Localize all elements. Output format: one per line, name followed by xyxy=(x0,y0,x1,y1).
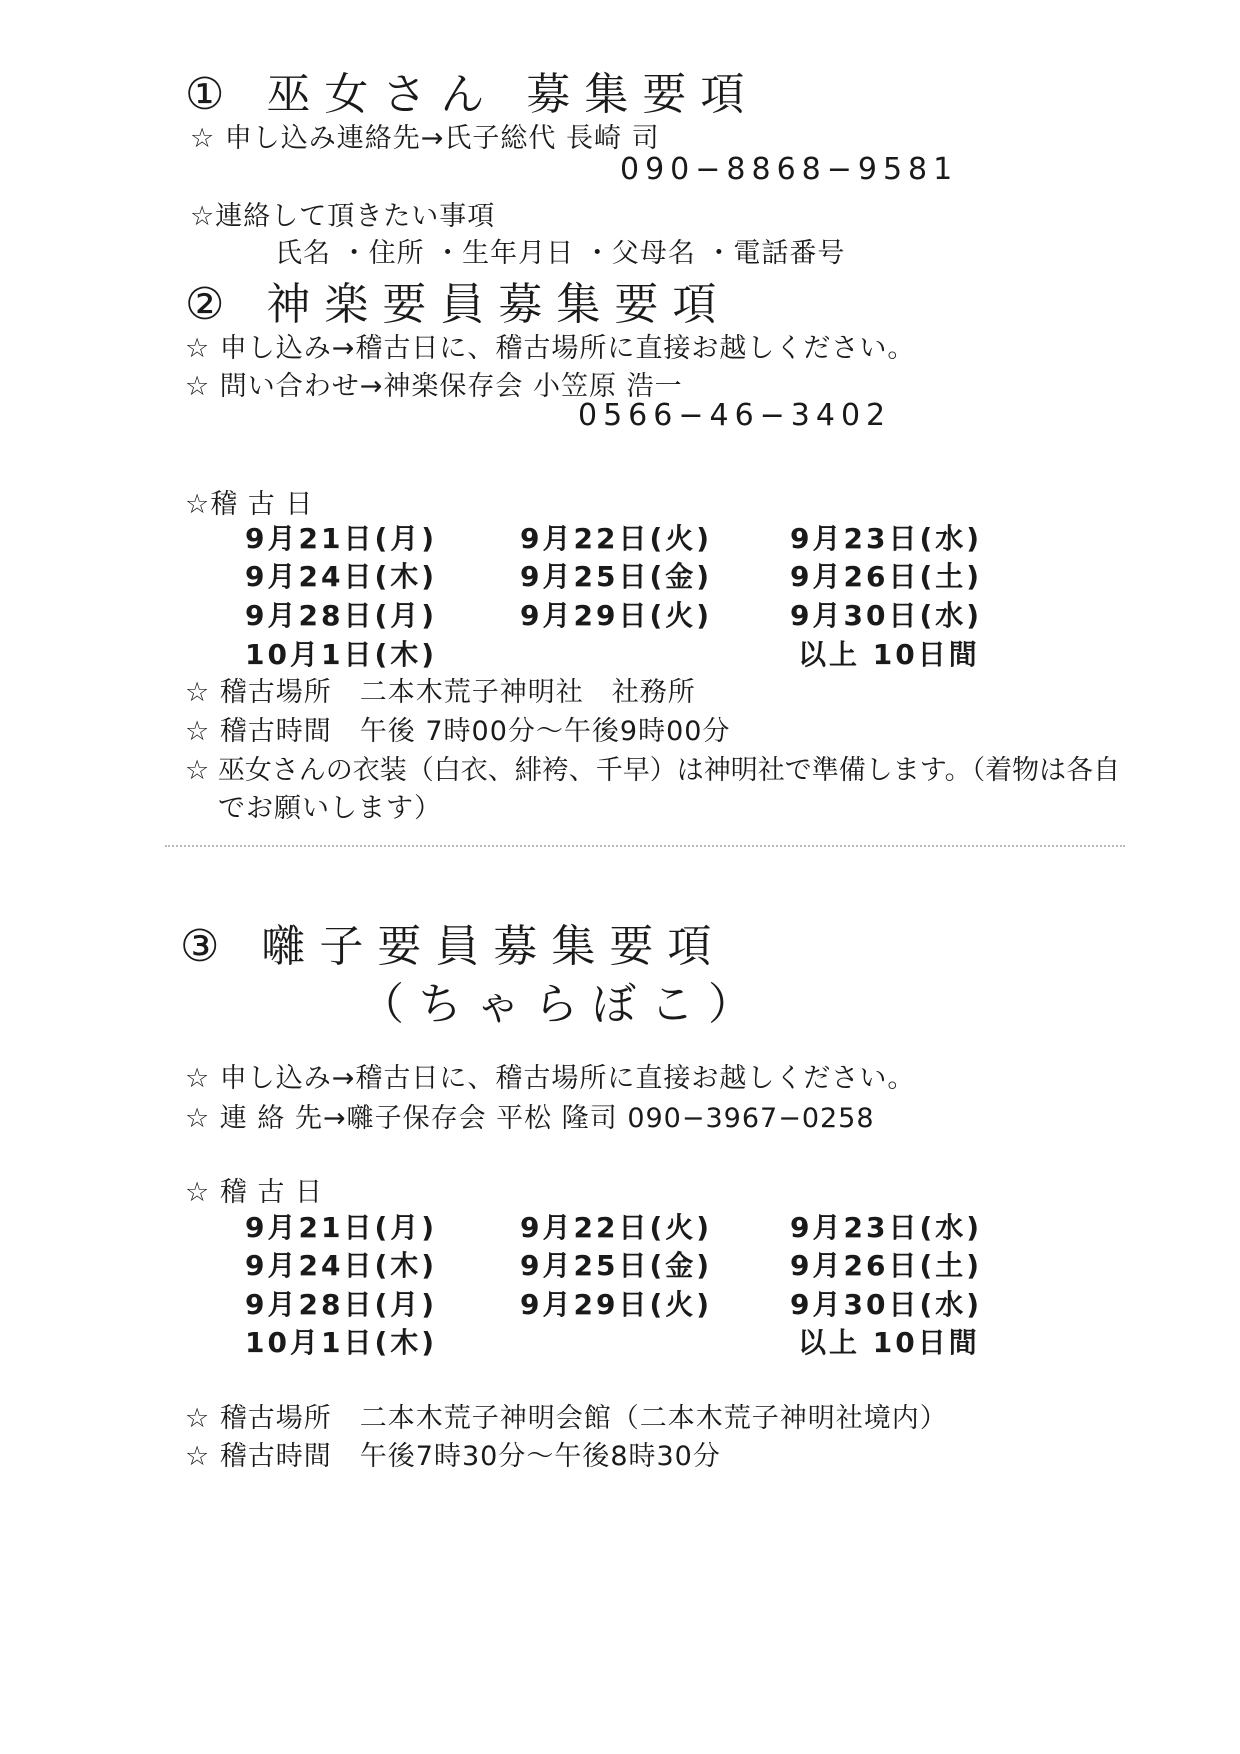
section3-subtitle: （ちゃらぼこ） xyxy=(360,979,766,1030)
section2-date: 9月23日(水) xyxy=(790,522,983,555)
section3-date: 10月1日(木) xyxy=(245,1326,438,1359)
section2-date: 9月21日(月) xyxy=(245,522,438,555)
section1-info-items: 氏名 ・住所 ・生年月日 ・父母名 ・電話番号 xyxy=(275,238,846,269)
section2-place: ☆ 稽古場所 二本木荒子神明社 社務所 xyxy=(185,677,696,708)
section2-time: ☆ 稽古時間 午後 7時00分～午後9時00分 xyxy=(185,716,731,747)
section2-inquiry: ☆ 問い合わせ→神楽保存会 小笠原 浩一 xyxy=(185,371,683,402)
section3-title: ③ 囃子要員募集要項 xyxy=(180,921,726,972)
section1-phone: 090−8868−9581 xyxy=(620,152,959,187)
section2-phone: 0566−46−3402 xyxy=(578,398,892,433)
section3-date: 9月21日(月) xyxy=(245,1211,438,1244)
section3-apply: ☆ 申し込み→稽古日に、稽古場所に直接お越しください。 xyxy=(185,1063,916,1094)
section2-date: 9月29日(火) xyxy=(520,599,713,632)
section3-date: 9月25日(金) xyxy=(520,1249,713,1282)
section3-date: 9月26日(土) xyxy=(790,1249,983,1282)
section2-costume-note-cont: でお願いします） xyxy=(218,793,442,824)
section3-contact: ☆ 連 絡 先→囃子保存会 平松 隆司 090−3967−0258 xyxy=(185,1103,875,1134)
section3-schedule-heading: ☆ 稽 古 日 xyxy=(185,1177,323,1208)
section1-title: ① 巫女さん 募集要項 xyxy=(185,69,759,120)
section3-place: ☆ 稽古場所 二本木荒子神明会館（二本木荒子神明社境内） xyxy=(185,1403,948,1434)
section1-contact-line: ☆ 申し込み連絡先→氏子総代 長崎 司 xyxy=(190,123,660,154)
section2-total-days: 以上 10日間 xyxy=(798,638,980,671)
section2-date: 9月24日(木) xyxy=(245,560,438,593)
section2-costume-note: ☆ 巫女さんの衣装（白衣、緋袴、千早）は神明社で準備します。（着物は各自 xyxy=(185,755,1121,786)
section-divider xyxy=(165,845,1125,847)
section2-date: 9月26日(土) xyxy=(790,560,983,593)
section2-title: ② 神楽要員募集要項 xyxy=(185,279,731,330)
section2-date: 9月25日(金) xyxy=(520,560,713,593)
section2-date: 10月1日(木) xyxy=(245,638,438,671)
section1-info-heading: ☆連絡して頂きたい事項 xyxy=(190,201,496,232)
section2-date: 9月28日(月) xyxy=(245,599,438,632)
section3-date: 9月28日(月) xyxy=(245,1288,438,1321)
section3-time: ☆ 稽古時間 午後7時30分～午後8時30分 xyxy=(185,1441,721,1472)
section2-date: 9月22日(火) xyxy=(520,522,713,555)
section3-date: 9月29日(火) xyxy=(520,1288,713,1321)
section3-total-days: 以上 10日間 xyxy=(798,1326,980,1359)
section3-date: 9月23日(水) xyxy=(790,1211,983,1244)
section2-schedule-heading: ☆稽 古 日 xyxy=(185,489,314,520)
section2-apply: ☆ 申し込み→稽古日に、稽古場所に直接お越しください。 xyxy=(185,333,916,364)
section2-date: 9月30日(水) xyxy=(790,599,983,632)
section3-date: 9月24日(木) xyxy=(245,1249,438,1282)
section3-date: 9月22日(火) xyxy=(520,1211,713,1244)
section3-date: 9月30日(水) xyxy=(790,1288,983,1321)
